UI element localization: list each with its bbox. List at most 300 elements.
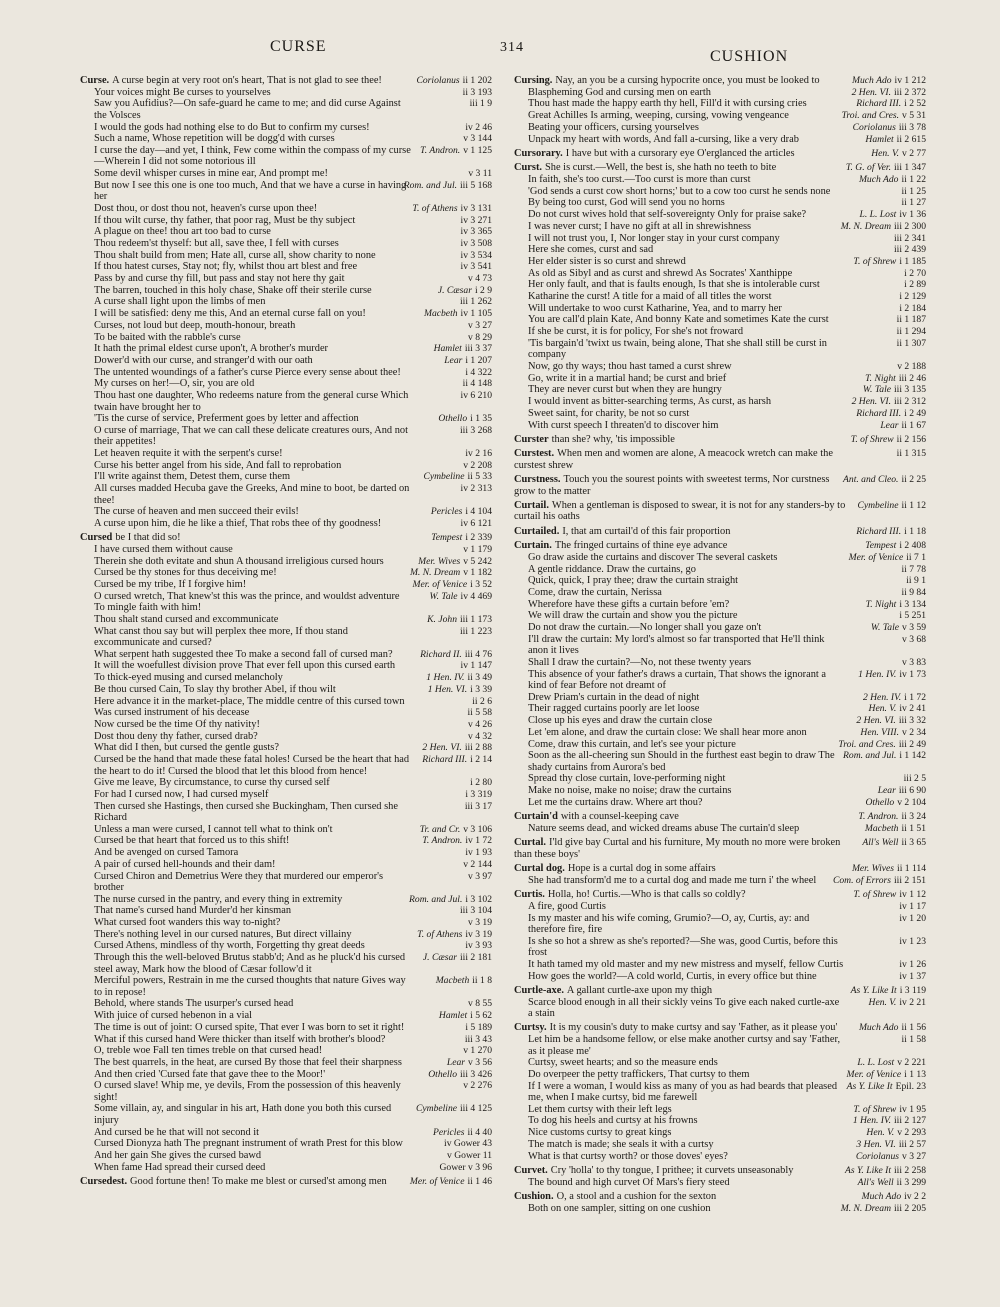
play-abbreviation: T. of Athens — [412, 202, 458, 214]
citation — [901, 279, 926, 290]
citation — [898, 564, 926, 575]
quotation-text: If thou hatest curses, Stay not; fly, whilst thou art blest and free — [94, 261, 358, 273]
concordance-entry — [514, 500, 926, 523]
concordance-entry — [514, 811, 926, 822]
citation — [462, 847, 492, 858]
headword: Curse. — [80, 75, 110, 86]
quotation-text: Cursed Dionyza hath The pregnant instrument of wrath Prest for this blow — [94, 1138, 403, 1150]
concordance-entry — [80, 777, 492, 788]
citation — [420, 145, 492, 156]
page-header — [80, 38, 920, 65]
concordance-entry — [80, 567, 492, 578]
act-scene-line: ii 7 1 — [906, 551, 926, 563]
quotation-text: What canst thou say but will perplex thee more, If thou stand excommunicate and cursed? — [94, 625, 348, 649]
act-scene-line: iii 3 37 — [464, 343, 492, 355]
quotation-text: O, treble woe Fall ten times treble on that cursed head! — [94, 1045, 323, 1057]
play-abbreviation: T. Andron. — [858, 811, 899, 823]
play-abbreviation: T. Night — [865, 372, 896, 384]
play-abbreviation: All's Well — [857, 1176, 894, 1188]
quotation-text: Great Achilles Is arming, weeping, cursing, vowing vengeance — [528, 110, 789, 122]
quotation-text: The bound and high curvet Of Mars's fiery steed — [528, 1176, 730, 1188]
concordance-entry — [80, 1162, 492, 1173]
quotation-text: Touch you the sourest points with sweetest terms, Nor curstness grow to the matter — [514, 474, 830, 497]
concordance-entry — [514, 1177, 926, 1188]
act-scene-line: iv 1 26 — [899, 958, 926, 970]
citation — [896, 610, 926, 621]
concordance-entry — [514, 474, 926, 497]
quotation-text: It is my cousin's duty to make curtsy and say 'Father, as it please you' — [549, 1022, 838, 1034]
quotation-text: Let me the curtains draw. Where art thou? — [528, 796, 703, 808]
act-scene-line: iv 2 41 — [899, 703, 926, 715]
quotation-text: I have but with a cursorary eye O'erglanced the articles — [565, 147, 795, 159]
citation — [429, 591, 492, 602]
play-abbreviation: Com. of Errors — [832, 874, 892, 886]
citation — [894, 314, 926, 325]
act-scene-line: i 5 62 — [470, 1010, 492, 1022]
quotation-text: The match is made; she seals it with a curtsy — [528, 1138, 714, 1150]
citation — [422, 835, 492, 846]
concordance-entry — [80, 1127, 492, 1138]
quotation-text: The time is out of joint: O cursed spite, That ever I was born to set it right! — [94, 1021, 405, 1033]
citation — [899, 657, 926, 668]
citation — [856, 408, 926, 419]
play-abbreviation: T. of Shrew — [853, 889, 897, 901]
quotation-text: Now cursed be the time Of thy nativity! — [94, 719, 260, 730]
concordance-entry — [80, 296, 492, 307]
play-abbreviation: Mer. of Venice — [848, 551, 904, 563]
act-scene-line: v 2 104 — [897, 796, 926, 808]
concordance-entry — [80, 133, 492, 144]
concordance-entry — [514, 1203, 926, 1214]
quotation-text: Curse his better angel from his side, And fall to reprobation — [94, 459, 342, 471]
headword: Curtis. — [514, 889, 545, 901]
act-scene-line: iii 3 32 — [898, 715, 926, 727]
concordance-entry — [514, 1057, 926, 1068]
play-abbreviation: 2 Hen. VI. — [851, 396, 892, 408]
quotation-text: I was never curst; I have no gift at all in shrewishness — [528, 220, 752, 232]
act-scene-line: i 1 13 — [904, 1068, 926, 1080]
act-scene-line: i 3 52 — [470, 579, 492, 591]
concordance-entry — [80, 801, 492, 824]
headword: Curtal. — [514, 837, 547, 849]
play-abbreviation: Mer. Wives — [418, 555, 461, 567]
act-scene-line: iv 1 105 — [460, 308, 492, 320]
play-abbreviation: J. Cæsar — [422, 952, 458, 964]
quotation-text: Soon as the all-cheering sun Should in the furthest east begin to draw The shady curtains from Aurora's bed — [528, 750, 835, 773]
act-scene-line: iii 2 127 — [894, 1115, 926, 1127]
act-scene-line: iv 4 469 — [460, 590, 492, 602]
act-scene-line: v 2 293 — [897, 1127, 926, 1139]
concordance-entry — [514, 87, 926, 98]
act-scene-line: iv 1 20 — [899, 912, 926, 924]
concordance-entry — [80, 180, 492, 203]
act-scene-line: ii 1 12 — [901, 499, 926, 511]
headword: Curst. — [514, 162, 542, 174]
concordance-entry — [514, 1104, 926, 1115]
act-scene-line: iv 2 16 — [465, 448, 492, 460]
citation — [853, 256, 926, 267]
citation — [457, 905, 492, 916]
citation — [465, 332, 492, 343]
citation — [843, 750, 926, 761]
citation — [858, 669, 926, 680]
citation — [865, 134, 926, 145]
act-scene-line: iv 1 36 — [899, 209, 926, 221]
act-scene-line: v 2 188 — [897, 360, 926, 372]
citation — [859, 174, 926, 185]
act-scene-line: ii 2 615 — [896, 133, 926, 145]
quotation-text: Let them curtsy with their left legs — [528, 1103, 672, 1115]
quotation-text: Curses, not loud but deep, mouth-honour, breath — [94, 319, 296, 331]
citation — [896, 913, 926, 924]
citation — [846, 162, 926, 173]
act-scene-line: v 5 31 — [902, 110, 926, 122]
citation — [851, 985, 926, 996]
quotation-text: If she be curst, it is for policy, For she's not froward — [528, 326, 744, 338]
quotation-text: To dog his heels and curtsy at his frowns — [528, 1115, 698, 1127]
citation — [833, 875, 926, 886]
act-scene-line: i 1 35 — [470, 413, 492, 425]
act-scene-line: iii 1 173 — [460, 613, 492, 625]
citation — [838, 739, 926, 750]
act-scene-line: iv 2 2 — [904, 1191, 926, 1203]
concordance-entry — [514, 552, 926, 563]
play-abbreviation: Tempest — [431, 532, 463, 544]
play-abbreviation: Othello — [438, 413, 468, 425]
concordance-entry — [514, 326, 926, 337]
act-scene-line: iv 1 147 — [460, 660, 492, 672]
concordance-entry — [80, 684, 492, 695]
citation — [444, 355, 492, 366]
act-scene-line: iv 3 534 — [460, 249, 492, 261]
play-abbreviation: As Y. Like It — [846, 1080, 893, 1092]
act-scene-line: v 3 83 — [902, 656, 926, 668]
quotation-text: It hath the primal eldest curse upon't, A brother's murder — [94, 343, 329, 355]
headword: Curtailed. — [514, 525, 560, 537]
concordance-entry — [80, 273, 492, 284]
concordance-entry — [514, 901, 926, 912]
act-scene-line: iv 1 12 — [899, 889, 926, 901]
act-scene-line: v 1 182 — [463, 567, 492, 579]
concordance-entry — [514, 785, 926, 796]
quotation-text: Therein she doth evitate and shun A thousand irreligious cursed hours — [94, 555, 384, 567]
concordance-entry — [80, 460, 492, 471]
citation — [467, 777, 492, 788]
quotation-text: A curse upon him, die he like a thief, That robs thee of thy goodness! — [94, 517, 382, 529]
act-scene-line: iv Gower 43 — [444, 1138, 492, 1150]
quotation-text: Unless a man were cursed, I cannot tell what to think on't — [94, 823, 333, 835]
concordance-entry — [514, 1165, 926, 1176]
act-scene-line: iii 2 439 — [894, 244, 926, 256]
play-abbreviation: Richard III. — [422, 754, 468, 766]
act-scene-line: i 1 185 — [899, 255, 926, 267]
play-abbreviation: Tr. and Cr. — [419, 823, 461, 835]
citation — [465, 719, 492, 730]
quotation-text: O cursed wretch, That knew'st this was the prince, and wouldst adventure To mingle faith with him! — [94, 590, 400, 614]
quotation-text: What cursed foot wanders this way to-night? — [94, 917, 281, 929]
play-abbreviation: 1 Hen. IV. — [858, 668, 897, 680]
act-scene-line: i 5 251 — [899, 610, 926, 622]
citation — [899, 634, 926, 645]
concordance-entry — [514, 110, 926, 121]
act-scene-line: iii 1 262 — [460, 296, 492, 308]
citation — [434, 343, 492, 354]
play-abbreviation: As Y. Like It — [844, 1164, 892, 1176]
citation — [866, 599, 926, 610]
concordance-entry — [514, 233, 926, 244]
act-scene-line: iv 3 19 — [465, 928, 492, 940]
play-abbreviation: 2 Hen. VI. — [422, 742, 462, 754]
act-scene-line: iii 3 78 — [898, 121, 926, 133]
act-scene-line: ii 1 56 — [901, 1022, 926, 1034]
quotation-text: A fire, good Curtis — [528, 900, 606, 912]
concordance-entry — [514, 1069, 926, 1080]
quotation-text: Cursed be that heart that forced us to this shift! — [94, 835, 290, 847]
act-scene-line: iii 3 104 — [460, 905, 492, 917]
act-scene-line: i 1 207 — [465, 354, 492, 366]
play-abbreviation: Macbeth — [423, 308, 458, 320]
citation — [853, 1115, 926, 1126]
act-scene-line: ii 5 33 — [467, 471, 492, 483]
right-column — [514, 72, 926, 1292]
act-scene-line: ii 1 8 — [472, 975, 492, 987]
concordance-entry — [514, 959, 926, 970]
act-scene-line: v 3 27 — [468, 319, 492, 331]
citation — [458, 226, 492, 237]
concordance-entry — [514, 291, 926, 302]
act-scene-line: iii 4 125 — [460, 1103, 492, 1115]
concordance-entry — [80, 448, 492, 459]
quotation-text: Wherefore have these gifts a curtain before 'em? — [528, 598, 730, 610]
citation — [428, 1069, 492, 1080]
concordance-entry — [80, 871, 492, 894]
citation — [458, 250, 492, 261]
act-scene-line: v 2 276 — [463, 1080, 492, 1092]
concordance-entry — [80, 975, 492, 998]
concordance-entry — [514, 174, 926, 185]
play-abbreviation: W. Tale — [870, 622, 900, 634]
quotation-text: What is that curtsy worth? or those doves' eyes? — [528, 1150, 728, 1162]
headword: Cursorary. — [514, 147, 563, 159]
quotation-text: She is curst.—Well, the best is, she hath no teeth to bite — [545, 162, 777, 174]
act-scene-line: v 3 59 — [902, 622, 926, 634]
citation — [464, 707, 492, 718]
citation — [469, 696, 492, 707]
play-abbreviation: 3 Hen. VI. — [856, 1138, 896, 1150]
act-scene-line: v 4 73 — [468, 273, 492, 285]
headword: Curtain'd — [514, 811, 558, 823]
play-abbreviation: Pericles — [430, 506, 463, 518]
concordance-entry — [514, 244, 926, 255]
act-scene-line: i 3 39 — [470, 683, 492, 695]
citation — [858, 811, 926, 822]
citation — [462, 448, 492, 459]
citation — [869, 703, 926, 714]
act-scene-line: ii 4 40 — [467, 1126, 492, 1138]
header-right-word: CUSHION — [710, 48, 789, 65]
concordance-entry — [80, 1034, 492, 1045]
play-abbreviation: Hen. V. — [871, 147, 900, 159]
citation — [841, 221, 926, 232]
concordance-entry — [80, 250, 492, 261]
concordance-entry — [80, 672, 492, 683]
concordance-entry — [80, 122, 492, 133]
act-scene-line: ii 3 65 — [901, 837, 926, 849]
headword: Curtain. — [514, 540, 552, 552]
concordance-entry — [80, 87, 492, 98]
quotation-text: Be thou cursed Cain, To slay thy brother Abel, if thou wilt — [94, 683, 336, 695]
quotation-text: Good fortune then! To make me blest or cursed'st among men — [130, 1176, 387, 1188]
citation — [420, 649, 492, 660]
play-abbreviation: T. of Shrew — [853, 1103, 897, 1115]
citation — [465, 320, 492, 331]
quotation-text: You are call'd plain Kate, And bonny Kate and sometimes Kate the curst — [528, 314, 829, 326]
act-scene-line: i 1 72 — [904, 691, 926, 703]
concordance-entry — [514, 396, 926, 407]
concordance-entry — [514, 703, 926, 714]
concordance-entry — [514, 1081, 926, 1104]
concordance-entry — [80, 1176, 492, 1187]
citation — [438, 285, 492, 296]
act-scene-line: v 3 19 — [468, 917, 492, 929]
play-abbreviation: 1 Hen. VI. — [427, 683, 468, 695]
quotation-text: O, a stool and a cushion for the sexton — [556, 1191, 717, 1203]
play-abbreviation: Hen. V. — [866, 1127, 895, 1139]
citation — [404, 180, 492, 191]
act-scene-line: v 8 29 — [468, 331, 492, 343]
quotation-text: Then cursed she Hastings, then cursed she Buckingham, Then cursed she Richard — [94, 800, 398, 824]
play-abbreviation: Coriolanus — [852, 121, 896, 133]
quotation-text: A pair of cursed hell-hounds and their dam! — [94, 858, 276, 870]
act-scene-line: iv 6 121 — [460, 517, 492, 529]
play-abbreviation: Troi. and Cres. — [841, 110, 900, 122]
play-abbreviation: T. of Shrew — [850, 433, 894, 445]
concordance-entry — [80, 579, 492, 590]
act-scene-line: v 3 68 — [902, 633, 926, 645]
citation — [465, 917, 492, 928]
citation — [460, 133, 492, 144]
citation — [457, 626, 492, 637]
citation — [420, 824, 492, 835]
quotation-text: Thou redeem'st thyself: but all, save thee, I fell with curses — [94, 237, 339, 249]
citation — [858, 1177, 926, 1188]
citation — [462, 940, 492, 951]
act-scene-line: iii 2 88 — [464, 742, 492, 754]
play-abbreviation: T. of Shrew — [853, 255, 897, 267]
citation — [437, 1162, 493, 1173]
quotation-text: Nature seems dead, and wicked dreams abuse The curtain'd sleep — [528, 822, 800, 834]
play-abbreviation: J. Cæsar — [437, 284, 472, 296]
act-scene-line: i 2 70 — [904, 267, 926, 279]
quotation-text: Thou shalt build from men; Hate all, curse all, show charity to none — [94, 249, 376, 261]
concordance-entry — [80, 917, 492, 928]
quotation-text: I would invent as bitter-searching terms, As curst, as harsh — [528, 396, 772, 408]
citation — [460, 859, 492, 870]
act-scene-line: v 1 125 — [463, 144, 492, 156]
play-abbreviation: T. G. of Ver. — [845, 162, 892, 174]
act-scene-line: iii 2 49 — [898, 738, 926, 750]
concordance-entry — [514, 279, 926, 290]
quotation-text: Hope is a curtal dog in some affairs — [567, 863, 716, 875]
quotation-text: As old as Sibyl and as curst and shrewd As Socrates' Xanthippe — [528, 267, 793, 279]
concordance-entry — [80, 168, 492, 179]
citation — [458, 483, 492, 494]
quotation-text: Sweet saint, for charity, be not so curst — [528, 407, 690, 419]
citation — [901, 773, 926, 784]
concordance-entry — [80, 332, 492, 343]
quotation-text: Do not curst wives hold that self-sovereignty Only for praise sake? — [528, 209, 807, 221]
concordance-entry — [80, 390, 492, 413]
act-scene-line: v 4 26 — [468, 719, 492, 730]
concordance-entry — [514, 186, 926, 197]
concordance-entry — [514, 314, 926, 325]
quotation-text: If thou wilt curse, thy father, that poor rag, Must be thy subject — [94, 214, 356, 226]
play-abbreviation: M. N. Dream — [409, 567, 461, 579]
citation — [896, 971, 926, 982]
act-scene-line: i 4 104 — [465, 506, 492, 518]
citation — [426, 672, 492, 683]
act-scene-line: v 5 242 — [463, 555, 492, 567]
act-scene-line: iii 2 151 — [894, 874, 926, 886]
act-scene-line: ii 9 1 — [906, 575, 926, 587]
citation — [427, 614, 492, 625]
play-abbreviation: Lear — [877, 785, 896, 797]
quotation-text: Behold, where stands The usurper's cursed head — [94, 998, 294, 1010]
headword: Curvet. — [514, 1164, 548, 1176]
citation — [853, 122, 926, 133]
concordance-entry — [80, 940, 492, 951]
quotation-text: Was cursed instrument of his decease — [94, 707, 250, 719]
play-abbreviation: Othello — [428, 1068, 458, 1080]
quotation-text: I curse the day—and yet, I think, Few come within the compass of my curse—Wherein I did not some notorious ill — [94, 144, 411, 168]
concordance-entry — [514, 148, 926, 159]
act-scene-line: v 1 179 — [463, 544, 492, 556]
quotation-text: Is my master and his wife coming, Grumio?—O, ay, Curtis, ay: and therefore fire, fire — [528, 912, 810, 935]
act-scene-line: i 2 408 — [899, 540, 926, 552]
quotation-text: with a counsel-keeping cave — [560, 811, 679, 823]
citation — [462, 801, 492, 812]
quotation-text: A curse shall light upon the limbs of men — [94, 296, 266, 308]
concordance-entry — [514, 936, 926, 959]
act-scene-line: iv 3 508 — [460, 237, 492, 249]
concordance-entry — [80, 789, 492, 800]
citation — [847, 1069, 926, 1080]
quotation-text: Is she so hot a shrew as she's reported?—She was, good Curtis, before this frost — [528, 935, 838, 959]
concordance-entry — [514, 634, 926, 657]
citation — [856, 715, 926, 726]
concordance-entry — [80, 1010, 492, 1021]
headword: Curstest. — [514, 448, 555, 460]
quotation-text: If I were a woman, I would kiss as many of you as had beards that pleased me, when I make curtsy, bid me farewell — [528, 1080, 838, 1104]
play-abbreviation: 1 Hen. IV. — [426, 672, 465, 684]
play-abbreviation: Troi. and Cres. — [838, 738, 896, 750]
play-abbreviation: Mer. of Venice — [409, 1176, 465, 1188]
quotation-text: There's nothing level in our cursed natures, But direct villainy — [94, 928, 352, 940]
play-abbreviation: M. N. Dream — [840, 1202, 892, 1214]
quotation-text: Pass by and curse thy fill, but pass and stay not here thy gait — [94, 273, 345, 285]
play-abbreviation: Tempest — [865, 540, 897, 552]
quotation-text: Here she comes, curst and sad — [528, 244, 654, 256]
concordance-entry — [514, 1191, 926, 1202]
quotation-text: And cursed be he that will not second it — [94, 1126, 260, 1138]
quotation-text: Close up his eyes and draw the curtain close — [528, 715, 713, 727]
play-abbreviation: L. L. Lost — [857, 1057, 895, 1069]
concordance-entry — [80, 696, 492, 707]
headword: Curtal dog. — [514, 863, 565, 875]
quotation-text: Dower'd with our curse, and stranger'd with our oath — [94, 354, 313, 366]
citation — [416, 75, 492, 86]
citation — [457, 425, 492, 436]
